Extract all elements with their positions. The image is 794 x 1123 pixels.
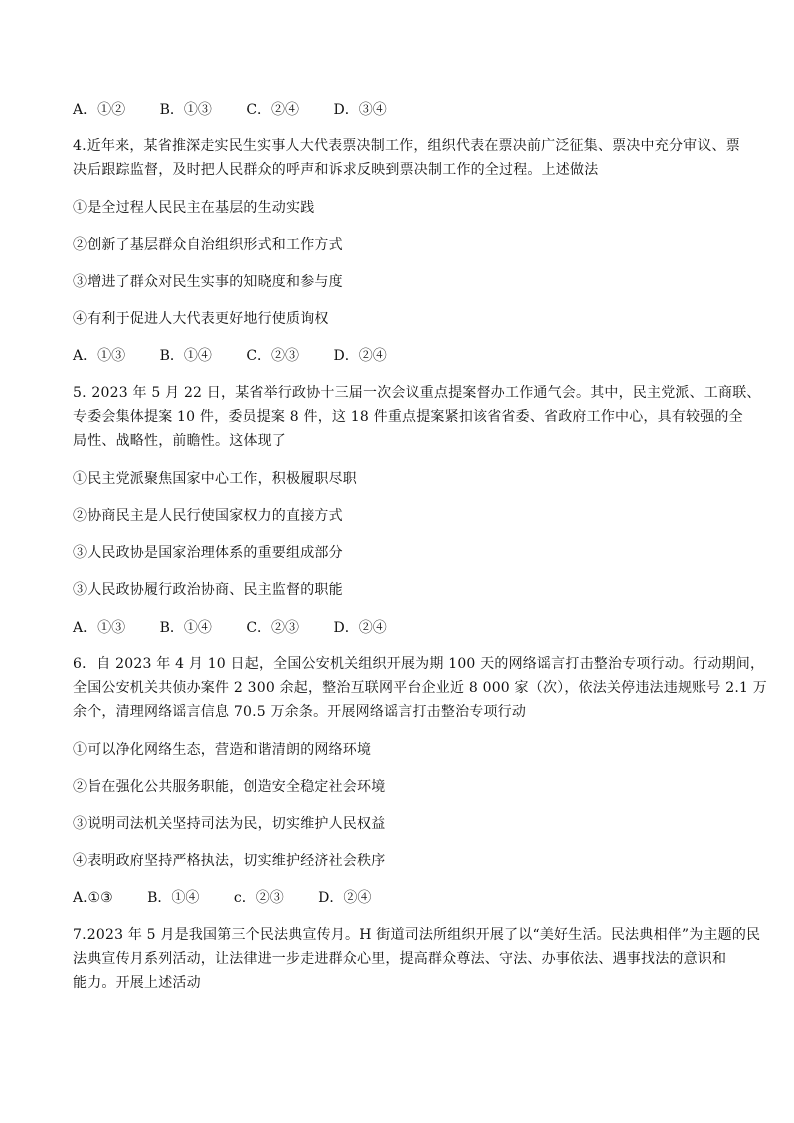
q6-option-d[interactable]: D．②④ (318, 890, 372, 906)
q4-option-a[interactable]: A．①③ (73, 348, 126, 364)
q4-statement-4: ④有利于促进人大代表更好地行使质询权 (73, 311, 329, 327)
q7-stem-line-1: 7.2023 年 5 月是我国第三个民法典宣传月。H 街道司法所组织开展了以“美好生活。民法典相伴”为主题的民 (73, 927, 761, 943)
q5-statement-1: ①民主党派聚焦国家中心工作，积极履职尽职 (73, 471, 357, 487)
q6-statement-1: ①可以净化网络生态，营造和谐清朗的网络环境 (73, 742, 372, 758)
q4-stem-line-1: 4.近年来，某省推深走实民生实事人大代表票决制工作，组织代表在票决前广泛征集、票决中充分审议、票 (73, 138, 740, 154)
q6-statement-4: ④表明政府坚持严格执法，切实维护经济社会秩序 (73, 853, 386, 869)
q7-stem-line-3: 能力。开展上述活动 (73, 975, 201, 991)
q5-stem-line-3: 局性、战略性，前瞻性。这体现了 (73, 433, 286, 449)
q4-statement-2: ②创新了基层群众自治组织形式和工作方式 (73, 237, 343, 253)
q7-stem-line-2: 法典宣传月系列活动，让法律进一步走进群众心里，提高群众尊法、守法、办事依法、遇事找法的意识和 (73, 951, 727, 967)
q5-stem-line-2: 专委会集体提案 10 件，委员提案 8 件，这 18 件重点提案紧扣该省省委、省政府工作中心，具有较强的全 (73, 409, 743, 425)
q6-options (73, 890, 401, 906)
q4-statement-1: ①是全过程人民民主在基层的生动实践 (73, 200, 315, 216)
q6-option-a[interactable]: A.①③ (73, 890, 113, 906)
q3-option-c[interactable]: C．②④ (246, 102, 300, 118)
q6-stem-line-2: 全国公安机关共侦办案件 2 300 余起，整治互联网平台企业近 8 000 家（次），依法关停违法违规账号 2.1 万 (73, 680, 767, 696)
q6-stem-line-3: 余个，清理网络谣言信息 70.5 万余条。开展网络谣言打击整治专项行动 (73, 704, 527, 720)
q5-option-b[interactable]: B．①④ (159, 620, 212, 636)
q5-option-d[interactable]: D．②④ (333, 620, 387, 636)
q6-option-b[interactable]: B．①④ (147, 890, 200, 906)
q6-statement-2: ②旨在强化公共服务职能，创造安全稳定社会环境 (73, 779, 386, 795)
q6-statement-3: ③说明司法机关坚持司法为民，切实维护人民权益 (73, 816, 386, 832)
q4-stem-line-2: 决后跟踪监督，及时把人民群众的呼声和诉求反映到票决制工作的全过程。上述做法 (73, 162, 599, 178)
q4-option-c[interactable]: C．②③ (246, 348, 300, 364)
q3-option-b[interactable]: B．①③ (159, 102, 212, 118)
q6-stem-line-1: 6．自 2023 年 4 月 10 日起，全国公安机关组织开展为期 100 天的网络谣言打击整治专项行动。行动期间， (73, 656, 765, 672)
q5-statement-4: ③人民政协履行政治协商、民主监督的职能 (73, 582, 343, 598)
q4-option-b[interactable]: B．①④ (159, 348, 212, 364)
q5-option-a[interactable]: A．①③ (73, 620, 126, 636)
q3-options (73, 102, 417, 118)
q6-option-c[interactable]: c．②③ (233, 890, 284, 906)
q4-statement-3: ③增进了群众对民生实事的知晓度和参与度 (73, 274, 343, 290)
q5-statement-2: ②协商民主是人民行使国家权力的直接方式 (73, 508, 343, 524)
q4-options (73, 348, 417, 364)
q5-options (73, 620, 417, 636)
q3-option-d[interactable]: D．③④ (333, 102, 387, 118)
q3-option-a[interactable]: A．①② (73, 102, 126, 118)
q5-option-c[interactable]: C．②③ (246, 620, 300, 636)
q5-statement-3: ③人民政协是国家治理体系的重要组成部分 (73, 545, 343, 561)
q5-stem-line-1: 5. 2023 年 5 月 22 日，某省举行政协十三届一次会议重点提案督办工作通气会。其中，民主党派、工商联、 (73, 385, 761, 401)
q4-option-d[interactable]: D．②④ (333, 348, 387, 364)
